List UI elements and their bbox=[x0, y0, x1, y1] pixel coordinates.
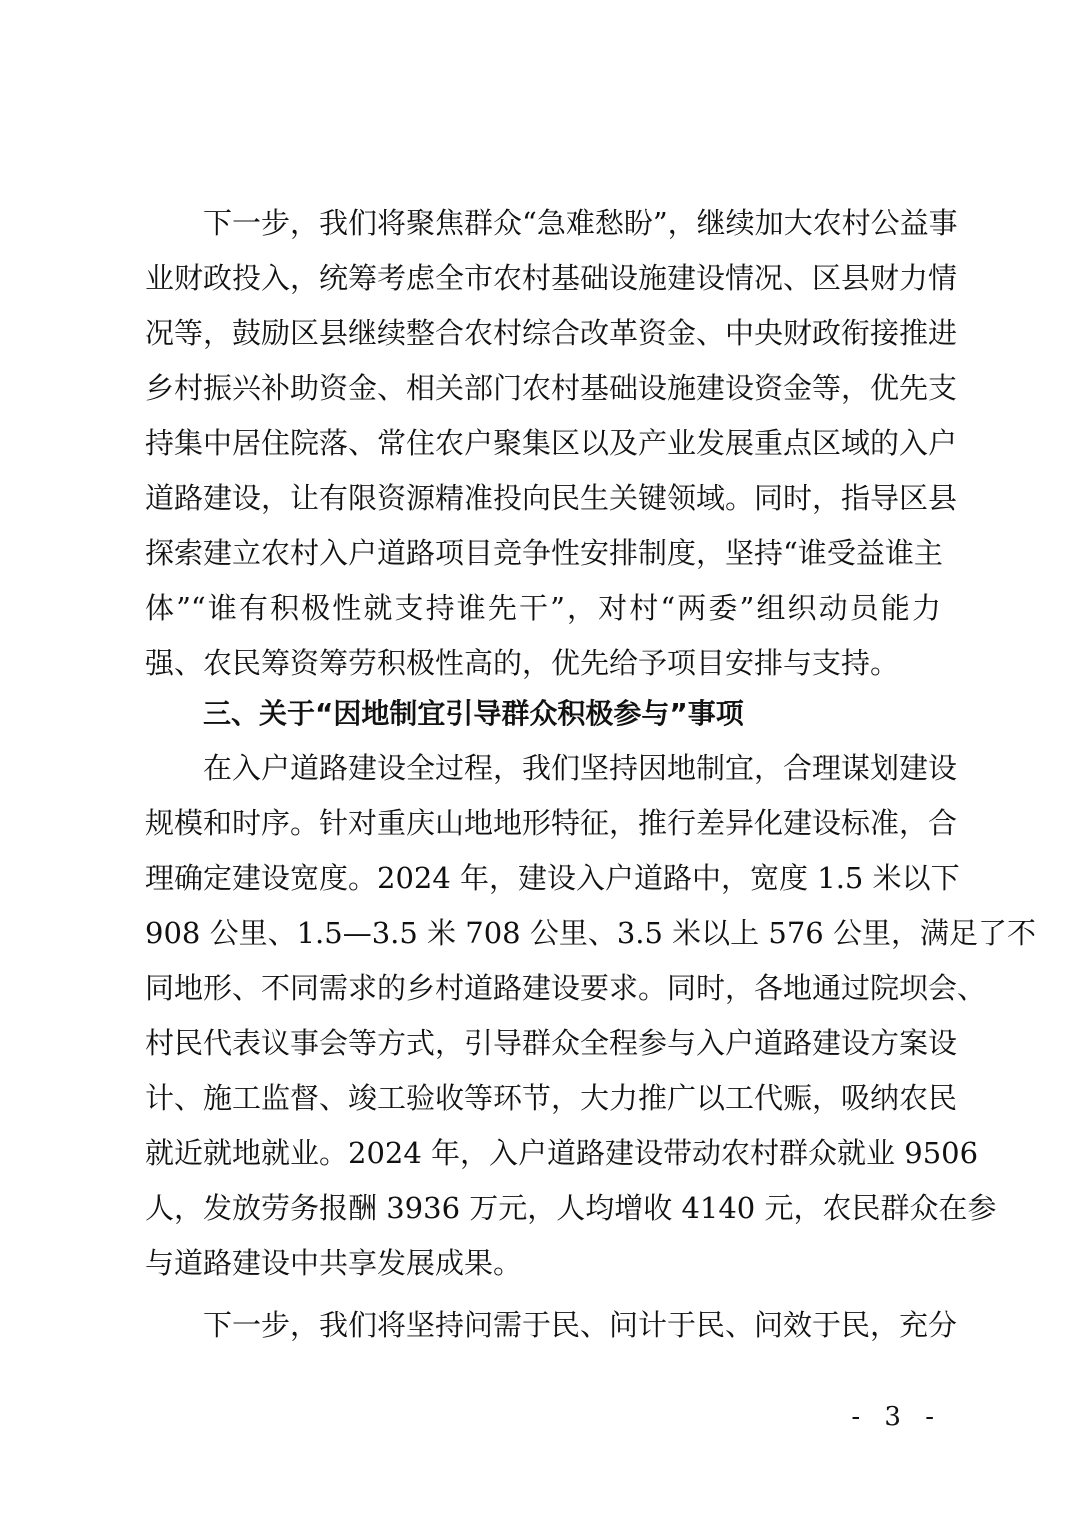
section-heading: 三、关于“因地制宜引导群众积极参与”事项 bbox=[203, 697, 744, 730]
paragraph-line: 强、农民筹资筹劳积极性高的，优先给予项目安排与支持。 bbox=[145, 646, 900, 680]
paragraph-line: 下一步，我们将坚持问需于民、问计于民、问效于民，充分 bbox=[203, 1308, 958, 1342]
paragraph-line: 道路建设，让有限资源精准投向民生关键领域。同时，指导区县 bbox=[145, 481, 958, 515]
paragraph-line: 乡村振兴补助资金、相关部门农村基础设施建设资金等，优先支 bbox=[145, 371, 958, 405]
paragraph-line: 与道路建设中共享发展成果。 bbox=[145, 1246, 523, 1280]
page-number: - 3 - bbox=[851, 1402, 942, 1432]
paragraph-line: 计、施工监督、竣工验收等环节，大力推广以工代赈，吸纳农民 bbox=[145, 1081, 958, 1115]
paragraph-line: 人，发放劳务报酬 3936 万元，人均增收 4140 元，农民群众在参 bbox=[145, 1191, 997, 1225]
paragraph-line: 就近就地就业。2024 年，入户道路建设带动农村群众就业 9506 bbox=[145, 1136, 979, 1170]
paragraph-line: 下一步，我们将聚焦群众“急难愁盼”，继续加大农村公益事 bbox=[203, 206, 958, 240]
paragraph-line: 况等，鼓励区县继续整合农村综合改革资金、中央财政衔接推进 bbox=[145, 316, 958, 350]
paragraph-line: 理确定建设宽度。2024 年，建设入户道路中，宽度 1.5 米以下 bbox=[145, 861, 960, 895]
paragraph-line: 业财政投入，统筹考虑全市农村基础设施建设情况、区县财力情 bbox=[145, 261, 958, 295]
paragraph-line: 探索建立农村入户道路项目竞争性安排制度，坚持“谁受益谁主 bbox=[145, 536, 943, 570]
paragraph-line: 体”“谁有积极性就支持谁先干”，对村“两委”组织动员能力 bbox=[145, 591, 941, 625]
paragraph-line: 规模和时序。针对重庆山地地形特征，推行差异化建设标准，合 bbox=[145, 806, 958, 840]
paragraph-line: 持集中居住院落、常住农户聚集区以及产业发展重点区域的入户 bbox=[145, 426, 958, 460]
paragraph-line: 同地形、不同需求的乡村道路建设要求。同时，各地通过院坝会、 bbox=[145, 971, 987, 1005]
paragraph-line: 村民代表议事会等方式，引导群众全程参与入户道路建设方案设 bbox=[145, 1026, 958, 1060]
paragraph-line: 908 公里、1.5—3.5 米 708 公里、3.5 米以上 576 公里，满足了不 bbox=[145, 916, 1036, 950]
paragraph-line: 在入户道路建设全过程，我们坚持因地制宜，合理谋划建设 bbox=[203, 751, 958, 785]
